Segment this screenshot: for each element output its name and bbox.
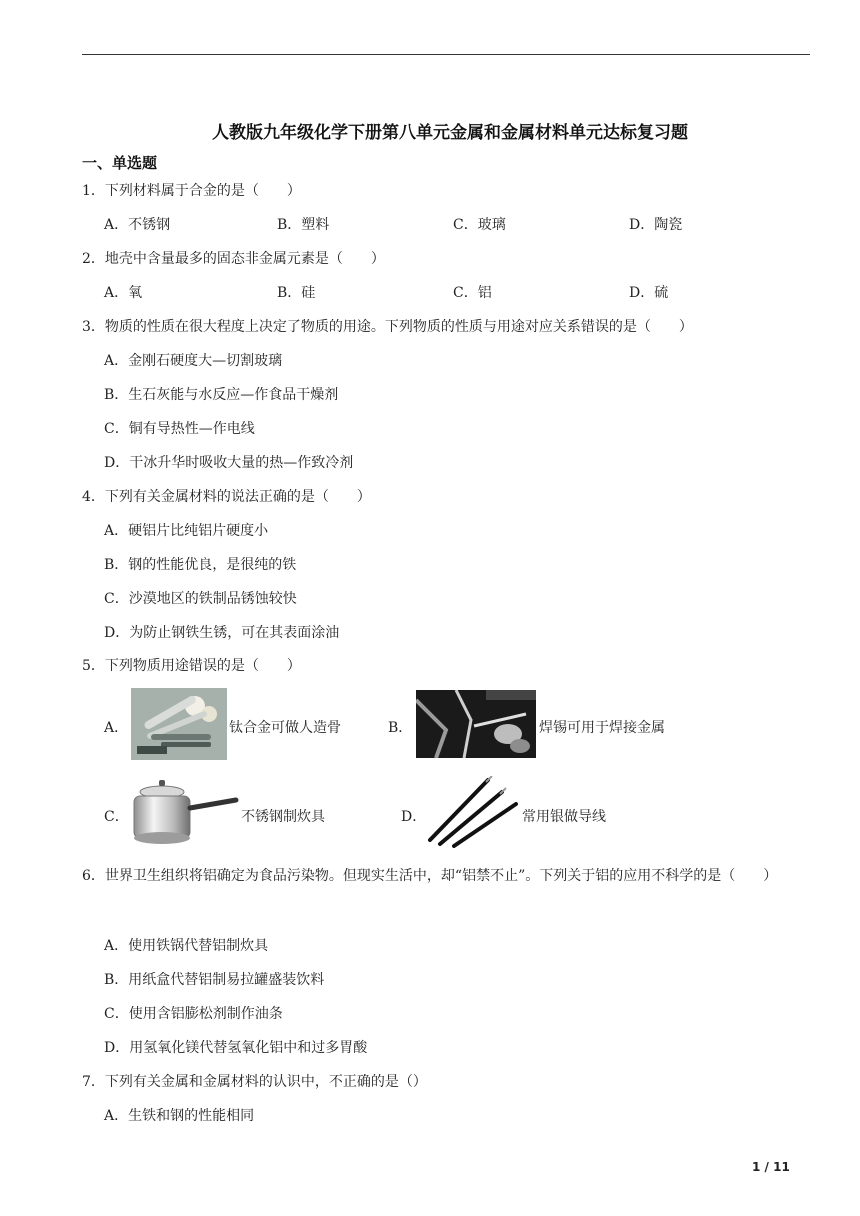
question-5-option-b-letter: B． xyxy=(388,720,413,736)
header-rule xyxy=(82,54,810,55)
question-2-option-a: A．氧 xyxy=(104,285,143,301)
question-6-option-c: C．使用含铝膨松剂制作油条 xyxy=(104,1006,283,1022)
question-5-option-a-text: 钛合金可做人造骨 xyxy=(229,720,341,736)
question-6-option-a: A．使用铁锅代替铝制炊具 xyxy=(104,938,269,954)
question-3-option-d: D．干冰升华时吸收大量的热—作致冷剂 xyxy=(104,455,354,471)
question-3-option-c: C．铜有导热性—作电线 xyxy=(104,421,255,437)
question-2-option-c: C．铝 xyxy=(453,285,492,301)
question-5-stem: 5．下列物质用途错误的是（ ） xyxy=(82,658,301,674)
question-3-option-a: A．金刚石硬度大—切割玻璃 xyxy=(104,353,283,369)
wires-image xyxy=(426,776,520,848)
question-7-option-a: A．生铁和钢的性能相同 xyxy=(104,1108,255,1124)
question-6-stem: 6．世界卫生组织将铝确定为食品污染物。但现实生活中，却“铝禁不止”。下列关于铝的应用不科学的是（ ） xyxy=(82,868,778,884)
question-4-stem: 4．下列有关金属材料的说法正确的是（ ） xyxy=(82,489,371,505)
question-5-option-a-letter: A． xyxy=(104,720,129,736)
question-5-option-c-letter: C． xyxy=(104,809,129,825)
question-6-option-d: D．用氢氧化镁代替氢氧化铝中和过多胃酸 xyxy=(104,1040,368,1056)
question-3-option-b: B．生石灰能与水反应—作食品干燥剂 xyxy=(104,387,339,403)
question-5-option-c-text: 不锈钢制炊具 xyxy=(241,809,325,825)
question-4-option-c: C．沙漠地区的铁制品锈蚀较快 xyxy=(104,591,297,607)
question-5-option-d-letter: D． xyxy=(401,809,427,825)
page-number: 1 / 11 xyxy=(752,1160,790,1174)
soldering-image xyxy=(416,690,536,758)
page-title: 人教版九年级化学下册第八单元金属和金属材料单元达标复习题 xyxy=(212,123,688,143)
question-5-option-d-text: 常用银做导线 xyxy=(522,809,606,825)
titanium-bone-image xyxy=(131,688,227,760)
question-1-option-a: A．不锈钢 xyxy=(104,217,171,233)
question-5-option-b-text: 焊锡可用于焊接金属 xyxy=(539,720,665,736)
question-1-option-b: B．塑料 xyxy=(277,217,330,233)
question-4-option-b: B．钢的性能优良，是很纯的铁 xyxy=(104,557,297,573)
question-1-option-d: D．陶瓷 xyxy=(629,217,683,233)
question-2-option-b: B．硅 xyxy=(277,285,316,301)
question-2-option-d: D．硫 xyxy=(629,285,669,301)
question-1-option-c: C．玻璃 xyxy=(453,217,506,233)
question-4-option-a: A．硬铝片比纯铝片硬度小 xyxy=(104,523,269,539)
question-7-stem: 7．下列有关金属和金属材料的认识中，不正确的是（） xyxy=(82,1074,427,1090)
question-6-option-b: B．用纸盒代替铝制易拉罐盛装饮料 xyxy=(104,972,325,988)
question-3-stem: 3．物质的性质在很大程度上决定了物质的用途。下列物质的性质与用途对应关系错误的是（ ） xyxy=(82,319,693,335)
section-heading: 一、单选题 xyxy=(82,154,158,172)
question-2-stem: 2．地壳中含量最多的固态非金属元素是（ ） xyxy=(82,251,385,267)
question-4-option-d: D．为防止钢铁生锈，可在其表面涂油 xyxy=(104,625,340,641)
stainless-pot-image xyxy=(128,778,240,850)
question-1-stem: 1．下列材料属于合金的是（ ） xyxy=(82,183,301,199)
